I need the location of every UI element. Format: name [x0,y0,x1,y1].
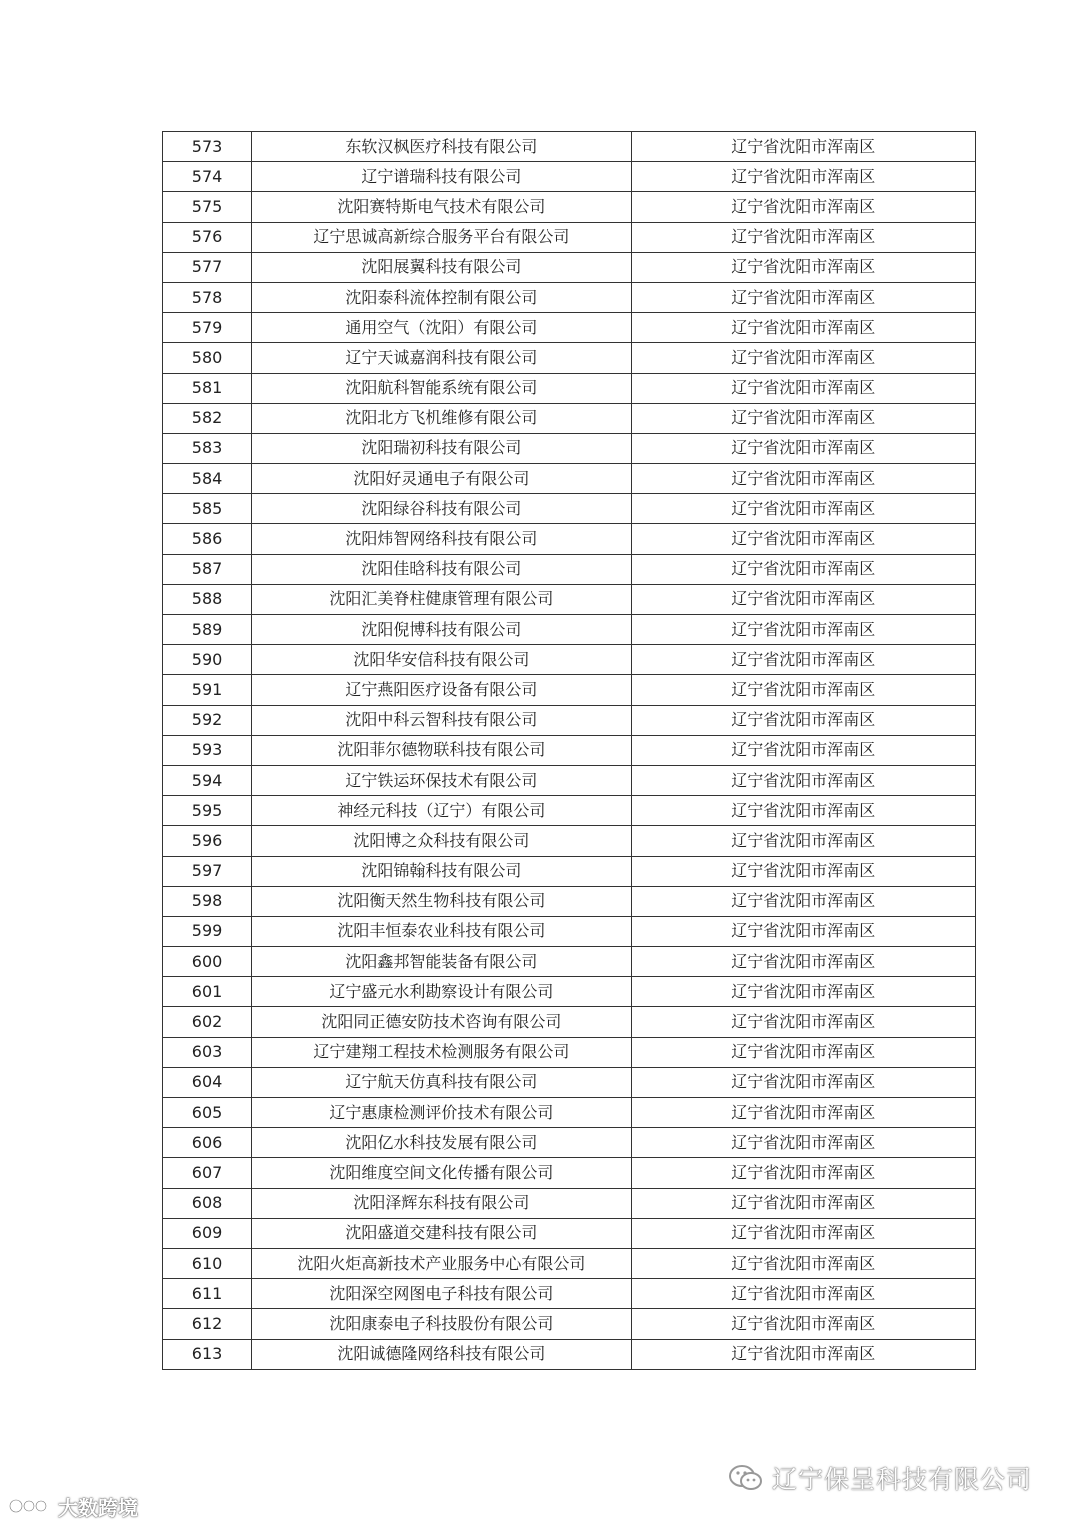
address-cell: 辽宁省沈阳市浑南区 [631,1037,975,1067]
table-row [163,1309,976,1339]
table-row [163,977,976,1007]
row-number-cell: 580 [163,343,252,373]
company-name-cell: 沈阳锦翰科技有限公司 [252,856,631,886]
address-cell: 辽宁省沈阳市浑南区 [631,796,975,826]
address-cell: 辽宁省沈阳市浑南区 [631,162,975,192]
table-row [163,1339,976,1369]
address-cell: 辽宁省沈阳市浑南区 [631,554,975,584]
company-name-cell: 沈阳泽辉东科技有限公司 [252,1188,631,1218]
address-cell: 辽宁省沈阳市浑南区 [631,977,975,1007]
address-cell: 辽宁省沈阳市浑南区 [631,252,975,282]
row-number-cell: 591 [163,675,252,705]
company-name-cell: 辽宁建翔工程技术检测服务有限公司 [252,1037,631,1067]
row-number-cell: 599 [163,916,252,946]
row-number-cell: 596 [163,826,252,856]
watermark-left [8,1491,138,1521]
row-number-cell: 574 [163,162,252,192]
row-number-cell: 593 [163,735,252,765]
address-cell: 辽宁省沈阳市浑南区 [631,856,975,886]
row-number-cell: 575 [163,192,252,222]
company-name-cell: 沈阳亿水科技发展有限公司 [252,1128,631,1158]
row-number-cell: 600 [163,947,252,977]
table-row [163,1248,976,1278]
company-name-cell: 沈阳深空网图电子科技有限公司 [252,1279,631,1309]
watermark-right [728,1458,1032,1498]
address-cell: 辽宁省沈阳市浑南区 [631,1248,975,1278]
address-cell: 辽宁省沈阳市浑南区 [631,1158,975,1188]
company-name-cell: 沈阳赛特斯电气技术有限公司 [252,192,631,222]
company-name-cell: 沈阳佳晗科技有限公司 [252,554,631,584]
company-name-cell: 沈阳泰科流体控制有限公司 [252,282,631,312]
table-row [163,282,976,312]
company-name-cell: 沈阳康泰电子科技股份有限公司 [252,1309,631,1339]
company-name-cell: 沈阳炜智网络科技有限公司 [252,524,631,554]
address-cell: 辽宁省沈阳市浑南区 [631,615,975,645]
wechat-icon [728,1463,764,1493]
address-cell: 辽宁省沈阳市浑南区 [631,1188,975,1218]
row-number-cell: 613 [163,1339,252,1369]
company-name-cell: 沈阳中科云智科技有限公司 [252,705,631,735]
address-cell: 辽宁省沈阳市浑南区 [631,464,975,494]
address-cell: 辽宁省沈阳市浑南区 [631,1218,975,1248]
row-number-cell: 601 [163,977,252,1007]
address-cell: 辽宁省沈阳市浑南区 [631,403,975,433]
company-name-cell: 沈阳丰恒泰农业科技有限公司 [252,916,631,946]
row-number-cell: 602 [163,1007,252,1037]
row-number-cell: 582 [163,403,252,433]
row-number-cell: 578 [163,282,252,312]
company-name-cell: 通用空气（沈阳）有限公司 [252,313,631,343]
row-number-cell: 586 [163,524,252,554]
company-name-cell: 辽宁盛元水利勘察设计有限公司 [252,977,631,1007]
address-cell: 辽宁省沈阳市浑南区 [631,1279,975,1309]
row-number-cell: 583 [163,433,252,463]
table-row [163,1007,976,1037]
address-cell: 辽宁省沈阳市浑南区 [631,1007,975,1037]
address-cell: 辽宁省沈阳市浑南区 [631,313,975,343]
address-cell: 辽宁省沈阳市浑南区 [631,192,975,222]
row-number-cell: 579 [163,313,252,343]
company-name-cell: 神经元科技（辽宁）有限公司 [252,796,631,826]
table-row [163,886,976,916]
table-row [163,464,976,494]
table-row [163,1098,976,1128]
table-row [163,132,976,162]
table-row [163,735,976,765]
row-number-cell: 606 [163,1128,252,1158]
company-name-cell: 沈阳鑫邦智能装备有限公司 [252,947,631,977]
company-name-cell: 辽宁航天仿真科技有限公司 [252,1067,631,1097]
table-row [163,705,976,735]
table-row [163,1067,976,1097]
company-name-cell: 沈阳盛道交建科技有限公司 [252,1218,631,1248]
address-cell: 辽宁省沈阳市浑南区 [631,826,975,856]
company-name-cell: 辽宁燕阳医疗设备有限公司 [252,675,631,705]
table-row [163,856,976,886]
row-number-cell: 588 [163,584,252,614]
company-name-cell: 沈阳倪博科技有限公司 [252,615,631,645]
table-row [163,615,976,645]
address-cell: 辽宁省沈阳市浑南区 [631,494,975,524]
company-name-cell: 东软汉枫医疗科技有限公司 [252,132,631,162]
logo-icon [8,1495,52,1517]
row-number-cell: 590 [163,645,252,675]
table-row [163,1158,976,1188]
address-cell: 辽宁省沈阳市浑南区 [631,947,975,977]
company-name-cell: 沈阳诚德隆网络科技有限公司 [252,1339,631,1369]
row-number-cell: 612 [163,1309,252,1339]
company-name-cell: 沈阳维度空间文化传播有限公司 [252,1158,631,1188]
address-cell: 辽宁省沈阳市浑南区 [631,765,975,795]
company-name-cell: 沈阳华安信科技有限公司 [252,645,631,675]
table-row [163,796,976,826]
table-row [163,645,976,675]
row-number-cell: 597 [163,856,252,886]
address-cell: 辽宁省沈阳市浑南区 [631,282,975,312]
row-number-cell: 605 [163,1098,252,1128]
row-number-cell: 581 [163,373,252,403]
row-number-cell: 585 [163,494,252,524]
row-number-cell: 573 [163,132,252,162]
row-number-cell: 576 [163,222,252,252]
table-row [163,1218,976,1248]
company-name-cell: 辽宁惠康检测评价技术有限公司 [252,1098,631,1128]
address-cell: 辽宁省沈阳市浑南区 [631,705,975,735]
row-number-cell: 577 [163,252,252,282]
address-cell: 辽宁省沈阳市浑南区 [631,1098,975,1128]
table-row [163,916,976,946]
table-body [163,132,976,1370]
address-cell: 辽宁省沈阳市浑南区 [631,222,975,252]
table-row [163,524,976,554]
table-row [163,1037,976,1067]
address-cell: 辽宁省沈阳市浑南区 [631,584,975,614]
company-name-cell: 沈阳衡天然生物科技有限公司 [252,886,631,916]
company-name-cell: 沈阳好灵通电子有限公司 [252,464,631,494]
row-number-cell: 589 [163,615,252,645]
table-row [163,675,976,705]
table-row [163,162,976,192]
address-cell: 辽宁省沈阳市浑南区 [631,524,975,554]
company-name-cell: 沈阳火炬高新技术产业服务中心有限公司 [252,1248,631,1278]
table-row [163,584,976,614]
address-cell: 辽宁省沈阳市浑南区 [631,886,975,916]
row-number-cell: 609 [163,1218,252,1248]
table-row [163,947,976,977]
company-table [162,131,976,1370]
row-number-cell: 611 [163,1279,252,1309]
table-row [163,494,976,524]
address-cell: 辽宁省沈阳市浑南区 [631,132,975,162]
company-name-cell: 沈阳北方飞机维修有限公司 [252,403,631,433]
row-number-cell: 592 [163,705,252,735]
row-number-cell: 608 [163,1188,252,1218]
row-number-cell: 604 [163,1067,252,1097]
address-cell: 辽宁省沈阳市浑南区 [631,373,975,403]
row-number-cell: 595 [163,796,252,826]
row-number-cell: 598 [163,886,252,916]
table-row [163,222,976,252]
address-cell: 辽宁省沈阳市浑南区 [631,916,975,946]
row-number-cell: 584 [163,464,252,494]
company-name-cell: 辽宁铁运环保技术有限公司 [252,765,631,795]
table-row [163,1128,976,1158]
company-name-cell: 沈阳航科智能系统有限公司 [252,373,631,403]
company-name-cell: 沈阳绿谷科技有限公司 [252,494,631,524]
address-cell: 辽宁省沈阳市浑南区 [631,1339,975,1369]
company-name-cell: 沈阳博之众科技有限公司 [252,826,631,856]
company-name-cell: 沈阳同正德安防技术咨询有限公司 [252,1007,631,1037]
company-name-cell: 辽宁思诚高新综合服务平台有限公司 [252,222,631,252]
company-name-cell: 辽宁天诚嘉润科技有限公司 [252,343,631,373]
address-cell: 辽宁省沈阳市浑南区 [631,343,975,373]
row-number-cell: 610 [163,1248,252,1278]
company-name-cell: 辽宁谱瑞科技有限公司 [252,162,631,192]
address-cell: 辽宁省沈阳市浑南区 [631,675,975,705]
table-row [163,403,976,433]
address-cell: 辽宁省沈阳市浑南区 [631,433,975,463]
table-row [163,1279,976,1309]
company-name-cell: 沈阳汇美脊柱健康管理有限公司 [252,584,631,614]
table-row [163,826,976,856]
table-row [163,765,976,795]
table-row [163,1188,976,1218]
row-number-cell: 607 [163,1158,252,1188]
row-number-cell: 603 [163,1037,252,1067]
address-cell: 辽宁省沈阳市浑南区 [631,735,975,765]
address-cell: 辽宁省沈阳市浑南区 [631,1128,975,1158]
company-name-cell: 沈阳菲尔德物联科技有限公司 [252,735,631,765]
company-name-cell: 沈阳瑞初科技有限公司 [252,433,631,463]
table-row [163,554,976,584]
watermark-right-text: 辽宁保呈科技有限公司 [772,1465,1033,1494]
table-row [163,192,976,222]
address-cell: 辽宁省沈阳市浑南区 [631,645,975,675]
address-cell: 辽宁省沈阳市浑南区 [631,1067,975,1097]
address-cell: 辽宁省沈阳市浑南区 [631,1309,975,1339]
table-row [163,252,976,282]
row-number-cell: 587 [163,554,252,584]
table-row [163,373,976,403]
company-name-cell: 沈阳展翼科技有限公司 [252,252,631,282]
table-row [163,313,976,343]
watermark-left-text: 大数跨境 [58,1495,138,1520]
table-row [163,433,976,463]
row-number-cell: 594 [163,765,252,795]
table-row [163,343,976,373]
